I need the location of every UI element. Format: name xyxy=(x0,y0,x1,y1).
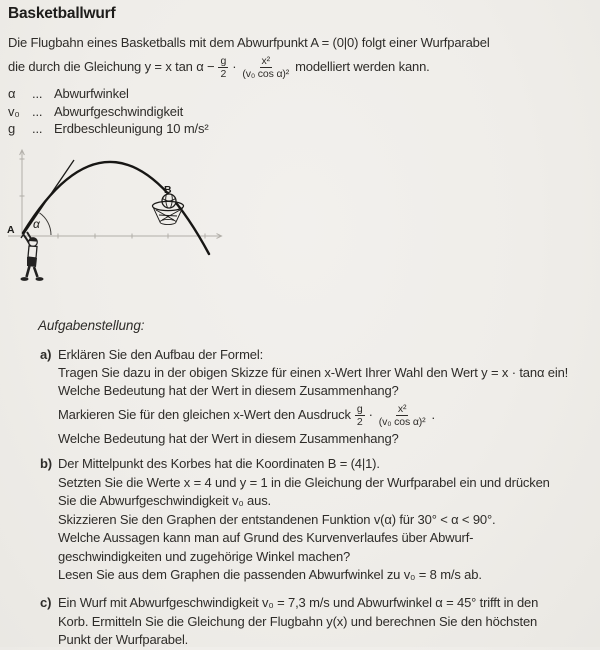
player-leg xyxy=(27,266,30,277)
definition-v0 xyxy=(8,103,209,121)
task-c xyxy=(40,594,596,650)
fraction-numerator: g xyxy=(356,402,363,415)
task-b-label: b) xyxy=(40,456,52,471)
player-torso xyxy=(28,246,37,258)
definition-dots: ... xyxy=(32,121,43,136)
fraction-numerator: x² xyxy=(397,402,407,415)
task-a-line-5: Welche Bedeutung hat der Wert in diesem Zusammenhang? xyxy=(58,431,399,446)
task-c-label: c) xyxy=(40,595,52,610)
definition-dots: ... xyxy=(32,86,43,101)
task-a-label: a) xyxy=(40,347,52,362)
fraction-numerator: g xyxy=(220,54,227,67)
task-c-line-1: Ein Wurf mit Abwurfgeschwindigkeit v₀ = 7,3 m/s und Abwurfwinkel α = 45° trifft in den xyxy=(58,595,539,610)
fraction-denominator: 2 xyxy=(220,67,227,80)
task-b-line-3: Sie die Abwurfgeschwindigkeit v₀ aus. xyxy=(58,493,272,508)
alpha-angle-label: α xyxy=(33,217,40,231)
multiplication-dot: · xyxy=(232,59,237,74)
page-title: Basketballwurf xyxy=(8,5,116,22)
task-b xyxy=(40,455,596,585)
intro-line-2-post: modelliert werden kann. xyxy=(295,59,430,74)
task-b-line-4: Skizzieren Sie den Graphen der entstandenen Funktion v(α) für 30° < α < 90°. xyxy=(58,511,496,527)
player-foot xyxy=(21,277,29,281)
fraction-denominator: 2 xyxy=(356,415,363,428)
player-foot xyxy=(36,277,44,281)
basketball-hoop xyxy=(153,194,184,225)
symbol-definitions xyxy=(8,85,209,138)
player-shorts xyxy=(27,257,37,267)
angle-arc xyxy=(40,213,52,235)
intro-line-2-pre: die durch die Gleichung y = x tan α − xyxy=(8,59,215,74)
task-a-line-3: Welche Bedeutung hat der Wert in diesem Zusammenhang? xyxy=(58,383,399,398)
definition-symbol: α xyxy=(8,86,16,101)
intro-line-1: Die Flugbahn eines Basketballs mit dem Abwurfpunkt A = (0|0) folgt einer Wurfparabel xyxy=(8,35,490,50)
task-b-line-1: Der Mittelpunkt des Korbes hat die Koordinaten B = (4|1). xyxy=(58,456,380,471)
task-a-formula-line xyxy=(58,400,596,430)
multiplication-dot: · xyxy=(368,407,373,422)
definition-alpha xyxy=(8,85,209,103)
fraction-g-over-2 xyxy=(218,55,228,80)
task-a xyxy=(40,346,596,448)
fraction-x2-over-v0cos xyxy=(377,403,428,428)
tasks-heading: Aufgabenstellung: xyxy=(38,318,145,333)
task-c-line-2: Korb. Ermitteln Sie die Gleichung der Flugbahn y(x) und berechnen Sie den höchsten xyxy=(58,613,538,629)
definition-symbol: v₀ xyxy=(8,103,20,119)
definition-text: Abwurfwinkel xyxy=(54,86,129,101)
fraction-denominator: (v₀ cos α)² xyxy=(242,67,290,80)
task-c-line-3: Punkt der Wurfparabel. xyxy=(58,632,189,647)
definition-g xyxy=(8,120,209,138)
fraction-denominator: (v₀ cos α)² xyxy=(378,415,426,428)
definition-text: Abwurfgeschwindigkeit xyxy=(54,103,184,119)
player-leg xyxy=(34,267,38,277)
task-b-line-7: Lesen Sie aus dem Graphen die passenden Abwurfwinkel zu v₀ = 8 m/s ab. xyxy=(58,567,482,582)
point-b-label: B xyxy=(164,184,172,196)
point-a-label: A xyxy=(7,224,15,236)
task-b-line-5: Welche Aussagen kann man auf Grund des Kurvenverlaufes über Abwurf- xyxy=(58,530,474,545)
fraction-g-over-2 xyxy=(355,403,365,428)
definition-symbol: g xyxy=(8,121,16,136)
definition-text: Erdbeschleunigung 10 m/s² xyxy=(54,121,209,136)
task-b-line-6: geschwindigkeiten und zugehörige Winkel machen? xyxy=(58,548,351,564)
task-a-line-4-post: . xyxy=(431,407,435,422)
player-figure xyxy=(21,232,44,281)
task-a-line-2: Tragen Sie dazu in der obigen Skizze für einen x-Wert Ihrer Wahl den Wert y = x · tanα ein! xyxy=(58,365,569,380)
definition-dots: ... xyxy=(32,103,43,119)
task-b-line-2: Setzten Sie die Werte x = 4 und y = 1 in die Gleichung der Wurfparabel ein und drücken xyxy=(58,474,550,490)
fraction-x2-over-v0cos xyxy=(240,55,291,80)
trajectory-diagram xyxy=(0,146,250,306)
task-a-line-1: Erklären Sie den Aufbau der Formel: xyxy=(58,347,264,362)
task-a-line-4-pre: Markieren Sie für den gleichen x-Wert den Ausdruck xyxy=(58,407,351,422)
fraction-numerator: x² xyxy=(261,54,270,67)
intro-formula-line xyxy=(8,52,490,82)
intro-paragraph xyxy=(8,34,490,82)
